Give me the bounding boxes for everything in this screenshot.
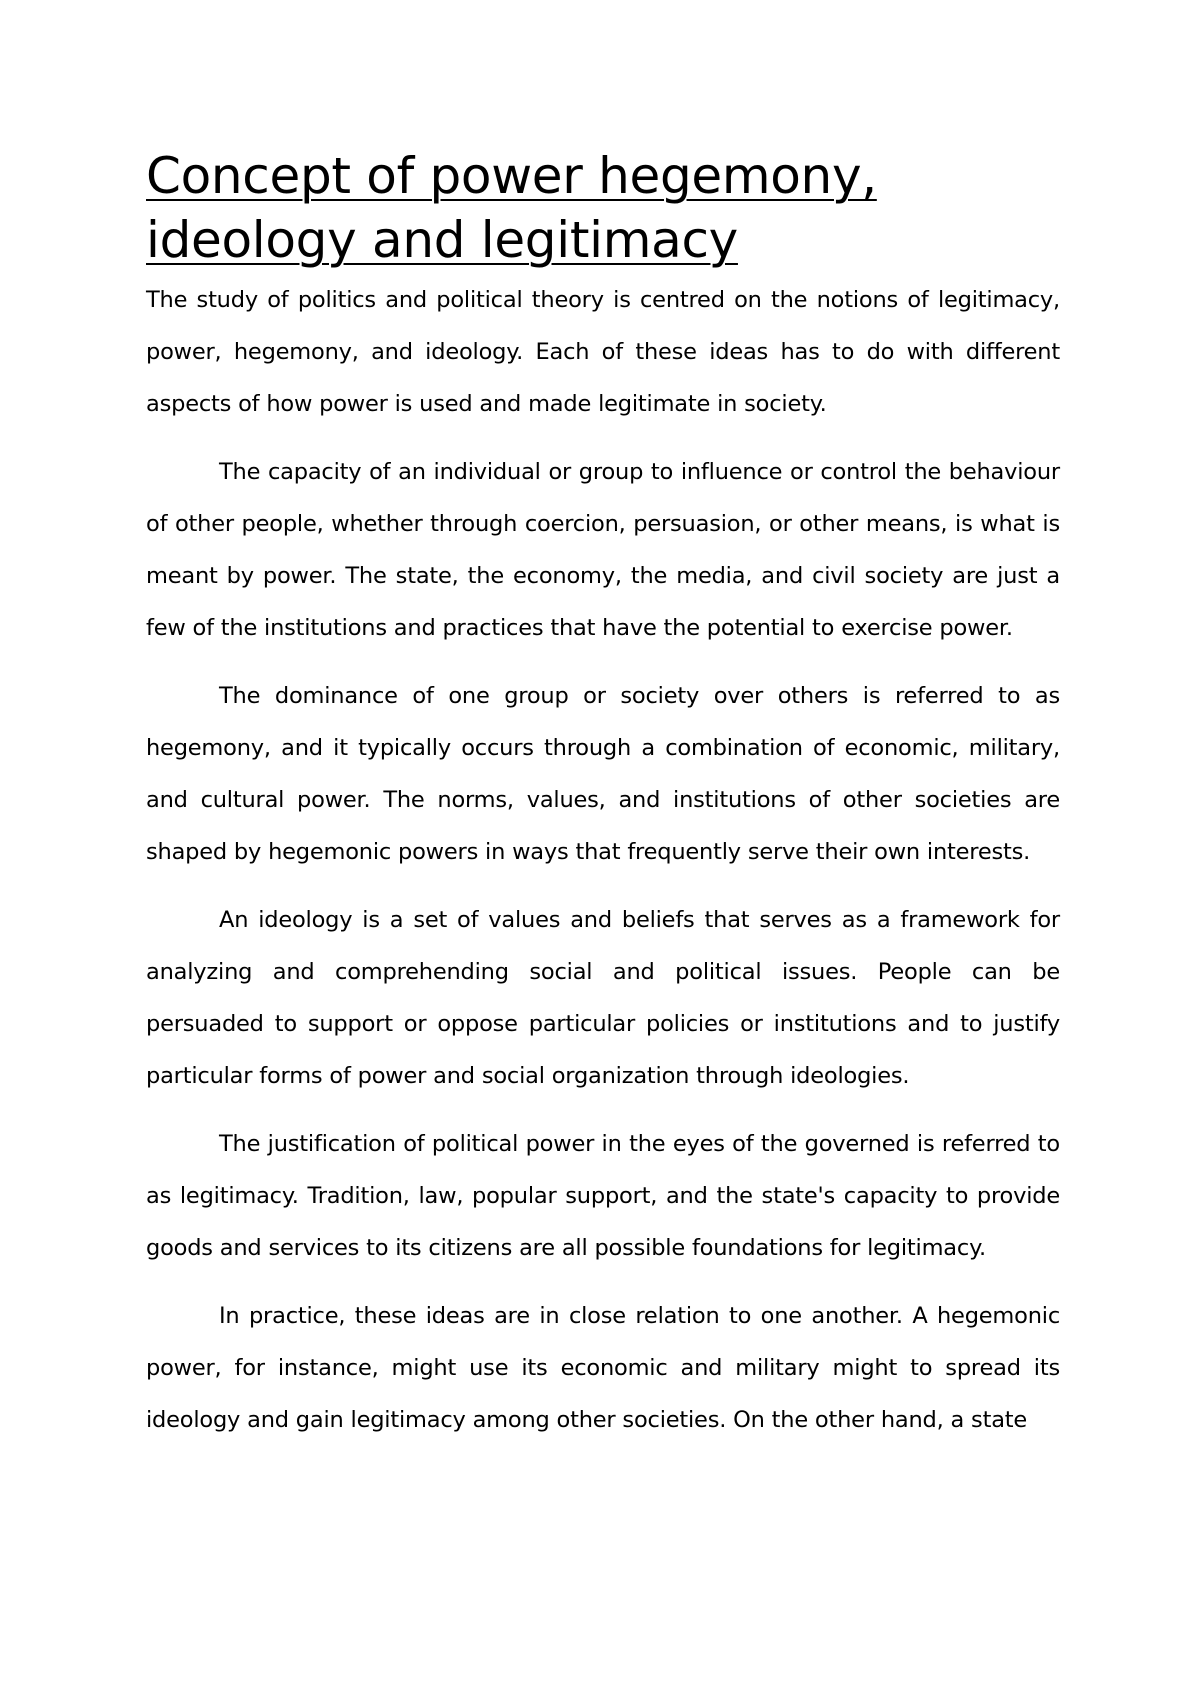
paragraph-hegemony: The dominance of one group or society over others is referred to as hegemony, and it typically occurs through a combination of economic, military, and cultural power. The norms, values, and institutions of other societies are shaped by hegemonic powers in ways that frequently serve their own interests. [146, 683, 1060, 865]
document-title: Concept of power hegemony, ideology and legitimacy [146, 147, 877, 269]
paragraph-practice: In practice, these ideas are in close relation to one another. A hegemonic power, for instance, might use its economic and military might to spread its ideology and gain legitimacy among other societies. On the other hand, a state [146, 1303, 1060, 1433]
paragraph-ideology: An ideology is a set of values and beliefs that serves as a framework for analyzing and comprehending social and political issues. People can be persuaded to support or oppose particular policies or institutions and to justify particular forms of power and social organization through ideologies. [146, 907, 1060, 1089]
paragraph-power: The capacity of an individual or group to influence or control the behaviour of other people, whether through coercion, persuasion, or other means, is what is meant by power. The state, the economy, the media, and civil society are just a few of the institutions and practices that have the potential to exercise power. [146, 459, 1060, 641]
paragraph-legitimacy: The justification of political power in the eyes of the governed is referred to as legitimacy. Tradition, law, popular support, and the state's capacity to provide goods and services to its citizens are all possible foundations for legitimacy. [146, 1131, 1060, 1261]
paragraph-intro: The study of politics and political theory is centred on the notions of legitimacy, power, hegemony, and ideology. Each of these ideas has to do with different aspects of how power is used and made legitimate in society. [146, 287, 1060, 417]
document-body [146, 144, 1060, 1446]
